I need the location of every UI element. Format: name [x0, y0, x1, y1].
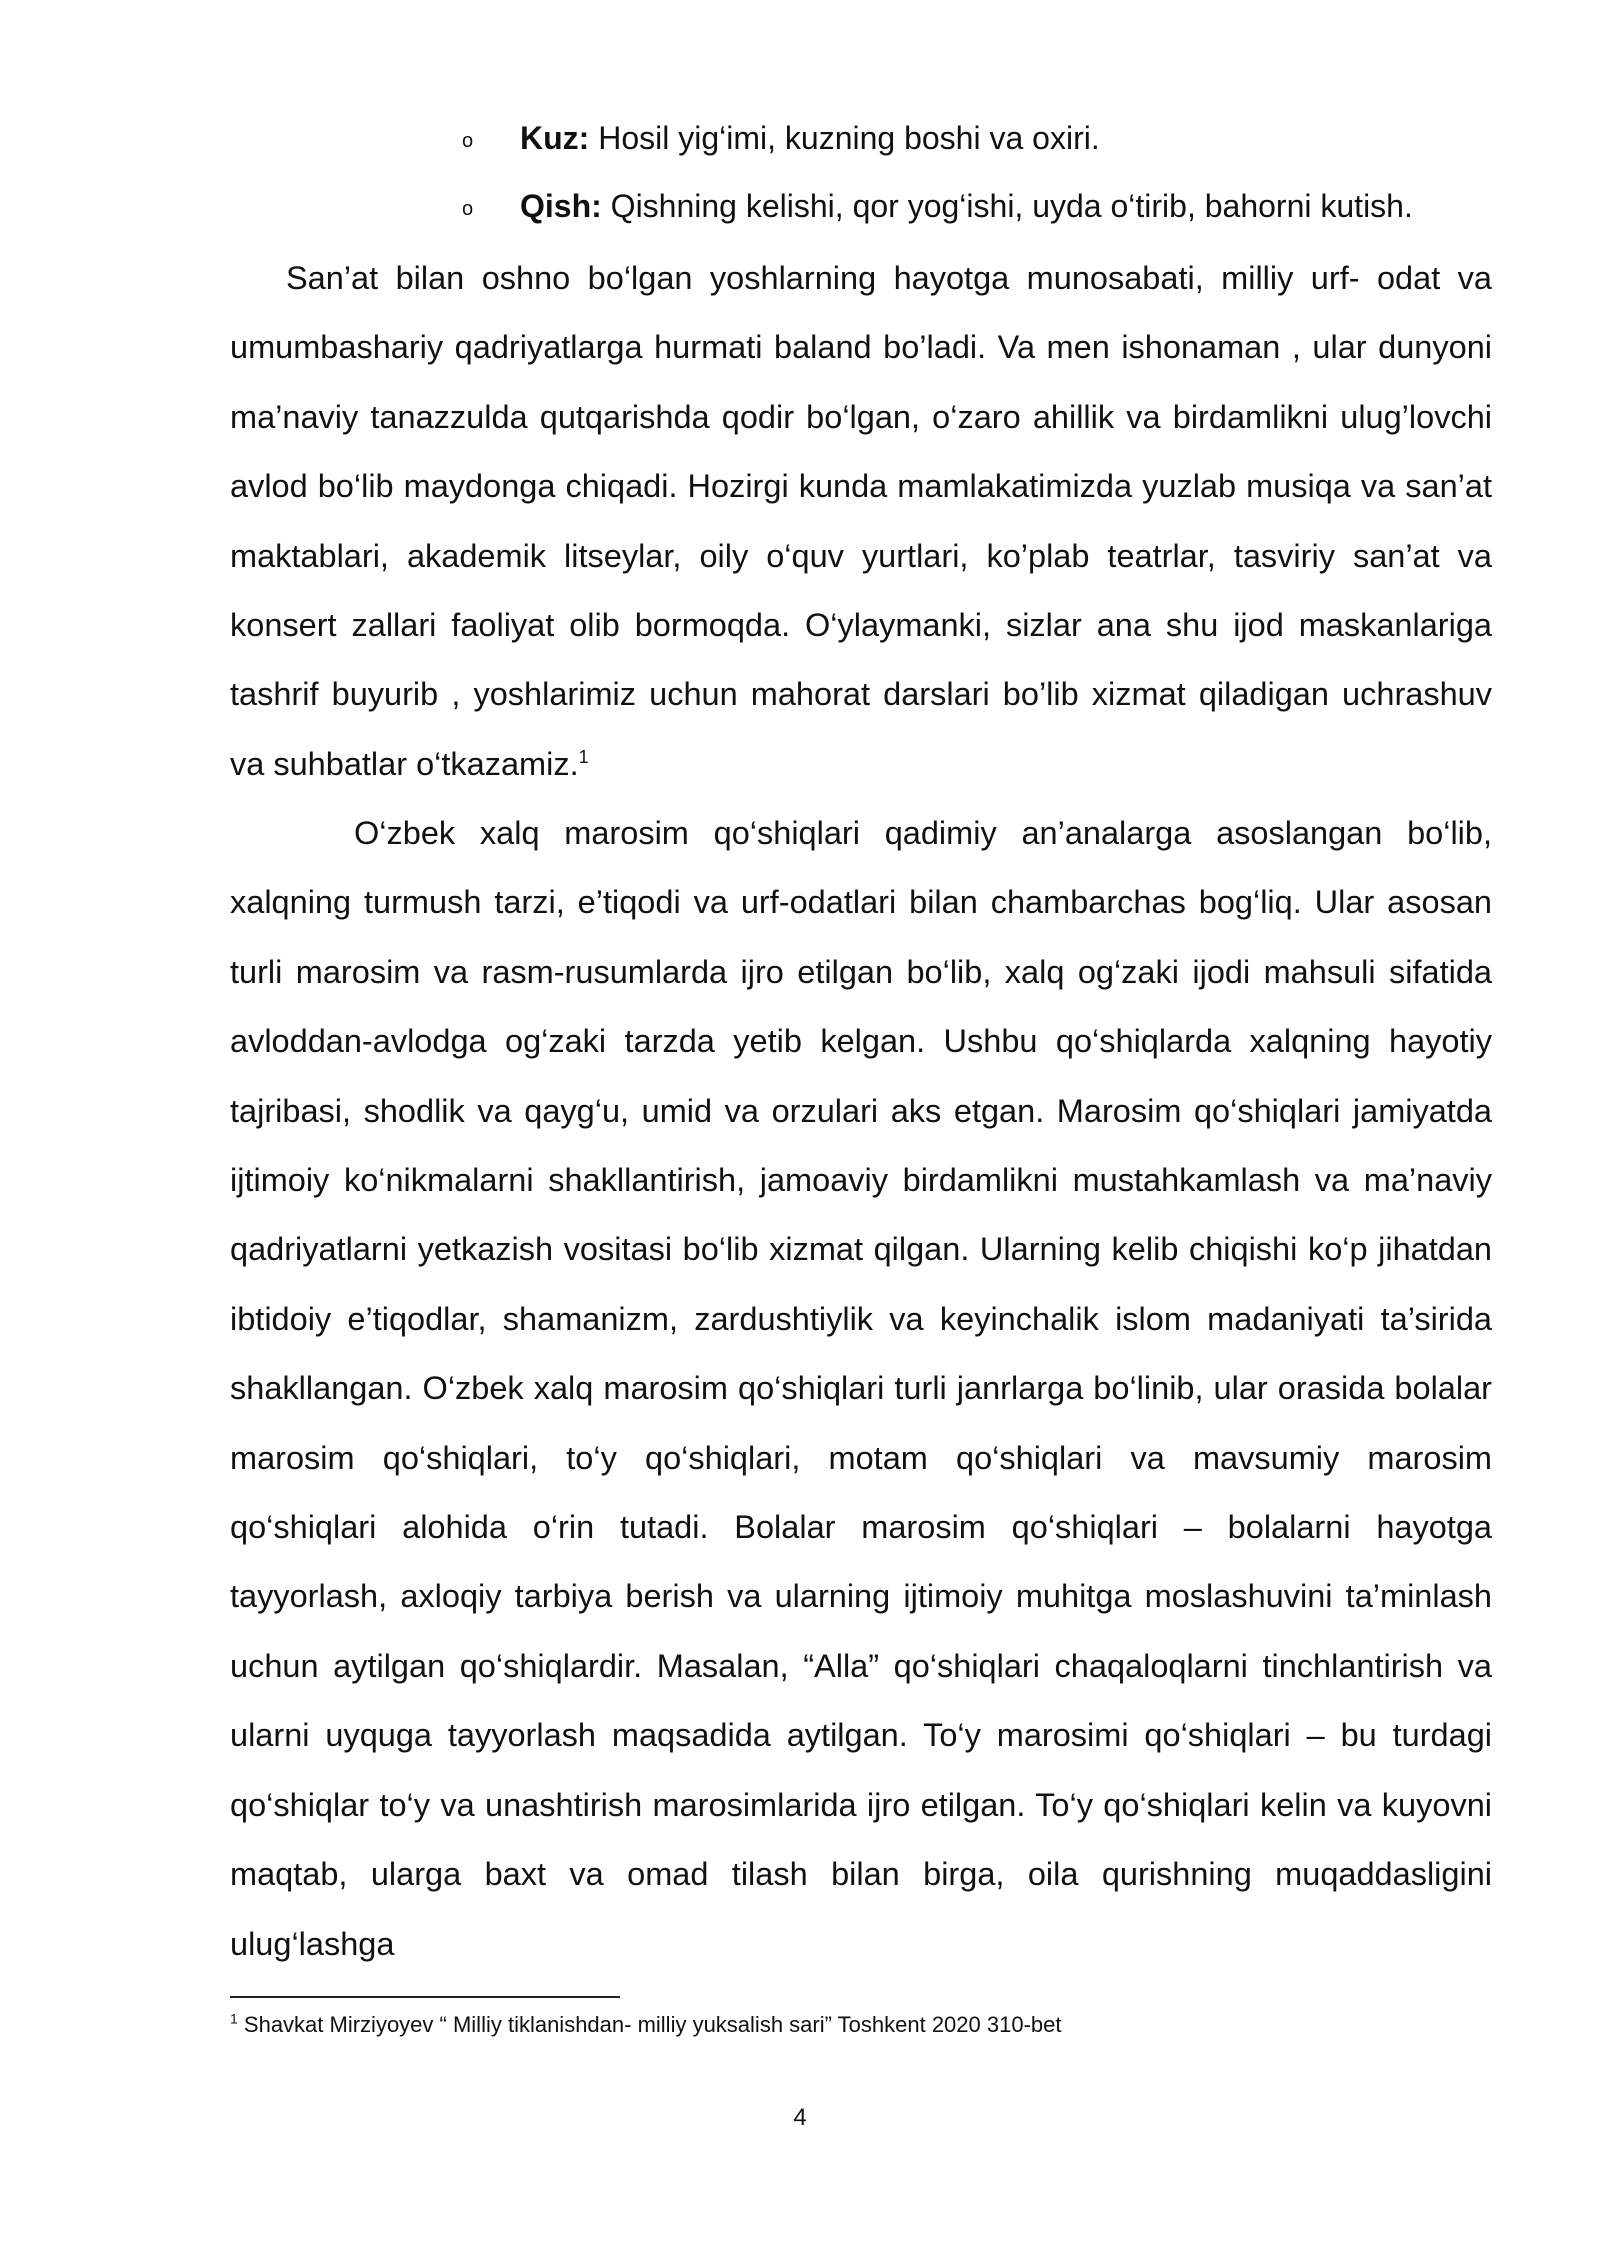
bullet-item-winter: [462, 186, 1413, 229]
footnote-separator: [230, 1996, 620, 1998]
bullet-term: Kuz:: [520, 120, 590, 156]
paragraph-ritual-songs: [230, 799, 1492, 1979]
footnote: [230, 2010, 1062, 2040]
bullet-text: Qishning kelishi, qor yog‘ishi, uyda o‘tirib, bahorni kutish.: [601, 188, 1413, 224]
bullet-marker: o: [462, 129, 474, 152]
paragraph-art-youth: [230, 244, 1492, 799]
paragraph-text: O‘zbek xalq marosim qo‘shiqlari qadimiy an’analarga asoslangan bo‘lib, xalqning turmush tarzi, e’tiqodi va urf-odatlari bilan chambarchas bog‘liq. Ular asosan turli marosim va rasm-rusumlarda ijro etilgan bo‘lib, xalq og‘zaki ijodi mahsuli sifatida avloddan-avlodga og‘zaki tarzda yetib kelgan. Ushbu qo‘shiqlarda xalqning hayotiy tajribasi, shodlik va qayg‘u, umid va orzulari aks etgan. Marosim qo‘shiqlari jamiyatda ijtimoiy ko‘nikmalarni shakllantirish, jamoaviy birdamlikni mustahkamlash va ma’naviy qadriyatlarni yetkazish vositasi bo‘lib xizmat qilgan. Ularning kelib chiqishi ko‘p jihatdan ibtidoiy e’tiqodlar, shamanizm, zardushtiylik va keyinchalik islom madaniyati ta’sirida shakllangan. O‘zbek xalq marosim qo‘shiqlari turli janrlarga bo‘linib, ular orasida bolalar marosim qo‘shiqlari, to‘y qo‘shiqlari, motam qo‘shiqlari va mavsumiy marosim qo‘shiqlari alohida o‘rin tutadi. Bolalar marosim qo‘shiqlari – bolalarni hayotga tayyorlash, axloqiy tarbiya berish va ularning ijtimoiy muhitga moslashuvini ta’minlash uchun aytilgan qo‘shiqlardir. Masalan, “Alla” qo‘shiqlari chaqaloqlarni tinchlantirish va ularni uyquga tayyorlash maqsadida aytilgan. To‘y marosimi qo‘shiqlari – bu turdagi qo‘shiqlar to‘y va unashtirish marosimlarida ijro etilgan. To‘y qo‘shiqlari kelin va kuyovni maqtab, ularga baxt va omad tilash bilan birga, oila qurishning muqaddasligini ulug‘lashga: [230, 815, 1492, 1962]
footnote-number: 1: [230, 2010, 238, 2027]
bullet-term: Qish:: [520, 188, 602, 224]
page-number: 4: [793, 2104, 807, 2131]
bullet-text: Hosil yig‘imi, kuzning boshi va oxiri.: [589, 120, 1100, 156]
footnote-text: Shavkat Mirziyoyev “ Milliy tiklanishdan- milliy yuksalish sari” Toshkent 2020 310-bet: [237, 2012, 1062, 2037]
paragraph-text: San’at bilan oshno bo‘lgan yoshlarning hayotga munosabati, milliy urf- odat va umumbashariy qadriyatlarga hurmati baland bo’ladi. Va men ishonaman , ular dunyoni ma’naviy tanazzulda qutqarishda qodir bo‘lgan, o‘zaro ahillik va birdamlikni ulug’lovchi avlod bo‘lib maydonga chiqadi. Hozirgi kunda mamlakatimizda yuzlab musiqa va san’at maktablari, akademik litseylar, oily o‘quv yurtlari, ko’plab teatrlar, tasviriy san’at va konsert zallari faoliyat olib bormoqda. O‘ylaymanki, sizlar ana shu ijod maskanlariga tashrif buyurib , yoshlarimiz uchun mahorat darslari bo’lib xizmat qiladigan uchrashuv va suhbatlar o‘tkazamiz.: [230, 260, 1492, 782]
bullet-item-autumn: [462, 118, 1100, 161]
footnote-reference[interactable]: 1: [578, 747, 589, 768]
bullet-marker: o: [462, 197, 474, 220]
